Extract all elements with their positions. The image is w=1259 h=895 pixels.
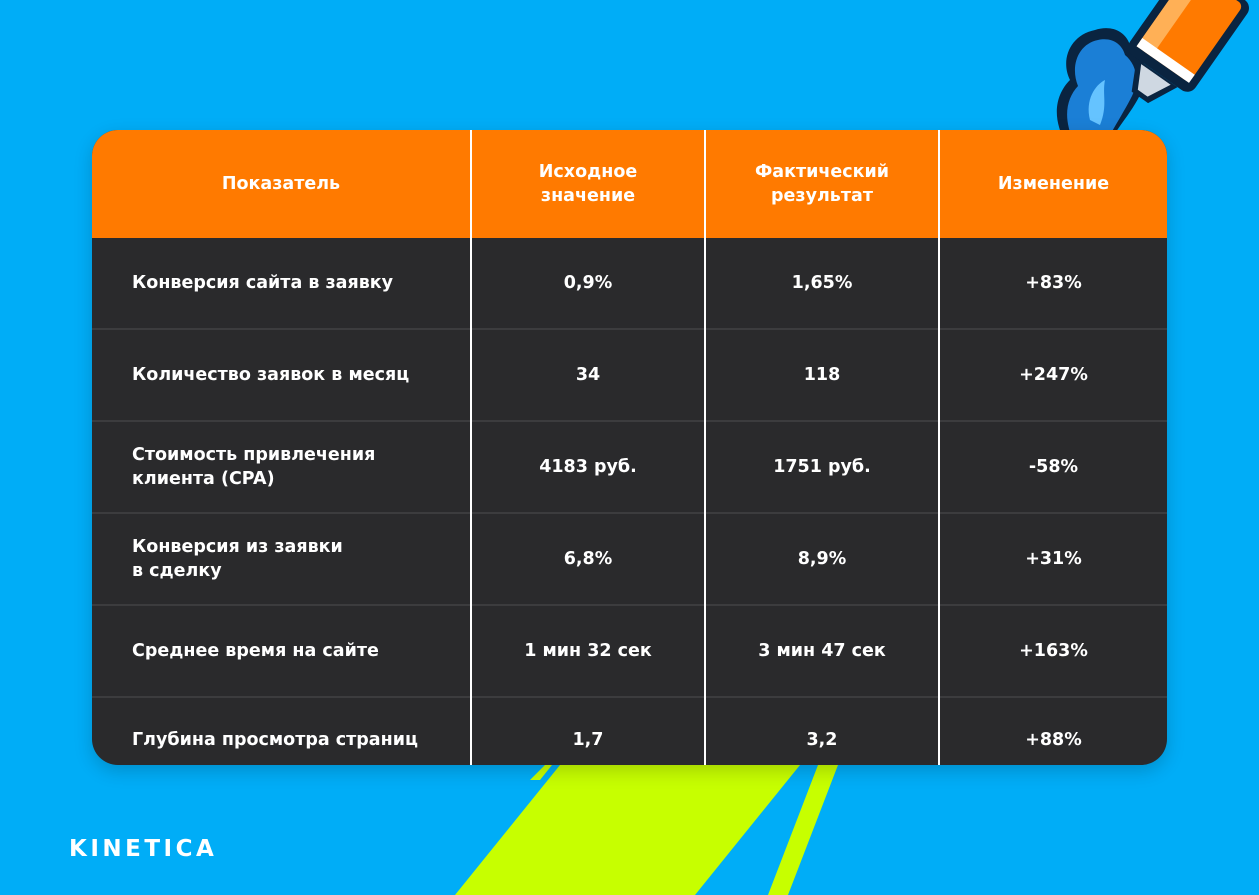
header-initial: Исходное значение: [471, 130, 705, 238]
kinetica-logo: KINETICA: [69, 836, 218, 862]
table-header-row: [92, 130, 1167, 238]
actual-value-cell: 3,2: [705, 697, 939, 765]
table-row: [92, 605, 1167, 697]
table-row: [92, 513, 1167, 605]
header-actual: Фактический результат: [705, 130, 939, 238]
header-change: Изменение: [939, 130, 1167, 238]
actual-value-cell: 118: [705, 329, 939, 421]
table-row: [92, 421, 1167, 513]
metric-cell: Стоимость привлечения клиента (CPA): [92, 421, 471, 513]
change-cell: +83%: [939, 238, 1167, 329]
actual-value-cell: 1,65%: [705, 238, 939, 329]
change-cell: +247%: [939, 329, 1167, 421]
actual-value-cell: 1751 руб.: [705, 421, 939, 513]
change-cell: +31%: [939, 513, 1167, 605]
change-cell: +163%: [939, 605, 1167, 697]
metric-cell: Конверсия из заявки в сделку: [92, 513, 471, 605]
table-row: [92, 329, 1167, 421]
results-table-card: [92, 130, 1167, 765]
table-row: [92, 697, 1167, 765]
initial-value-cell: 0,9%: [471, 238, 705, 329]
change-cell: -58%: [939, 421, 1167, 513]
actual-value-cell: 3 мин 47 сек: [705, 605, 939, 697]
initial-value-cell: 4183 руб.: [471, 421, 705, 513]
initial-value-cell: 1,7: [471, 697, 705, 765]
paint-marker-icon: [1030, 0, 1259, 150]
actual-value-cell: 8,9%: [705, 513, 939, 605]
metric-cell: Среднее время на сайте: [92, 605, 471, 697]
table-row: [92, 238, 1167, 329]
metric-cell: Глубина просмотра страниц: [92, 697, 471, 765]
initial-value-cell: 34: [471, 329, 705, 421]
results-table: [92, 130, 1167, 765]
header-metric: Показатель: [92, 130, 471, 238]
metric-cell: Количество заявок в месяц: [92, 329, 471, 421]
metric-cell: Конверсия сайта в заявку: [132, 273, 394, 293]
change-cell: +88%: [939, 697, 1167, 765]
initial-value-cell: 1 мин 32 сек: [471, 605, 705, 697]
initial-value-cell: 6,8%: [471, 513, 705, 605]
